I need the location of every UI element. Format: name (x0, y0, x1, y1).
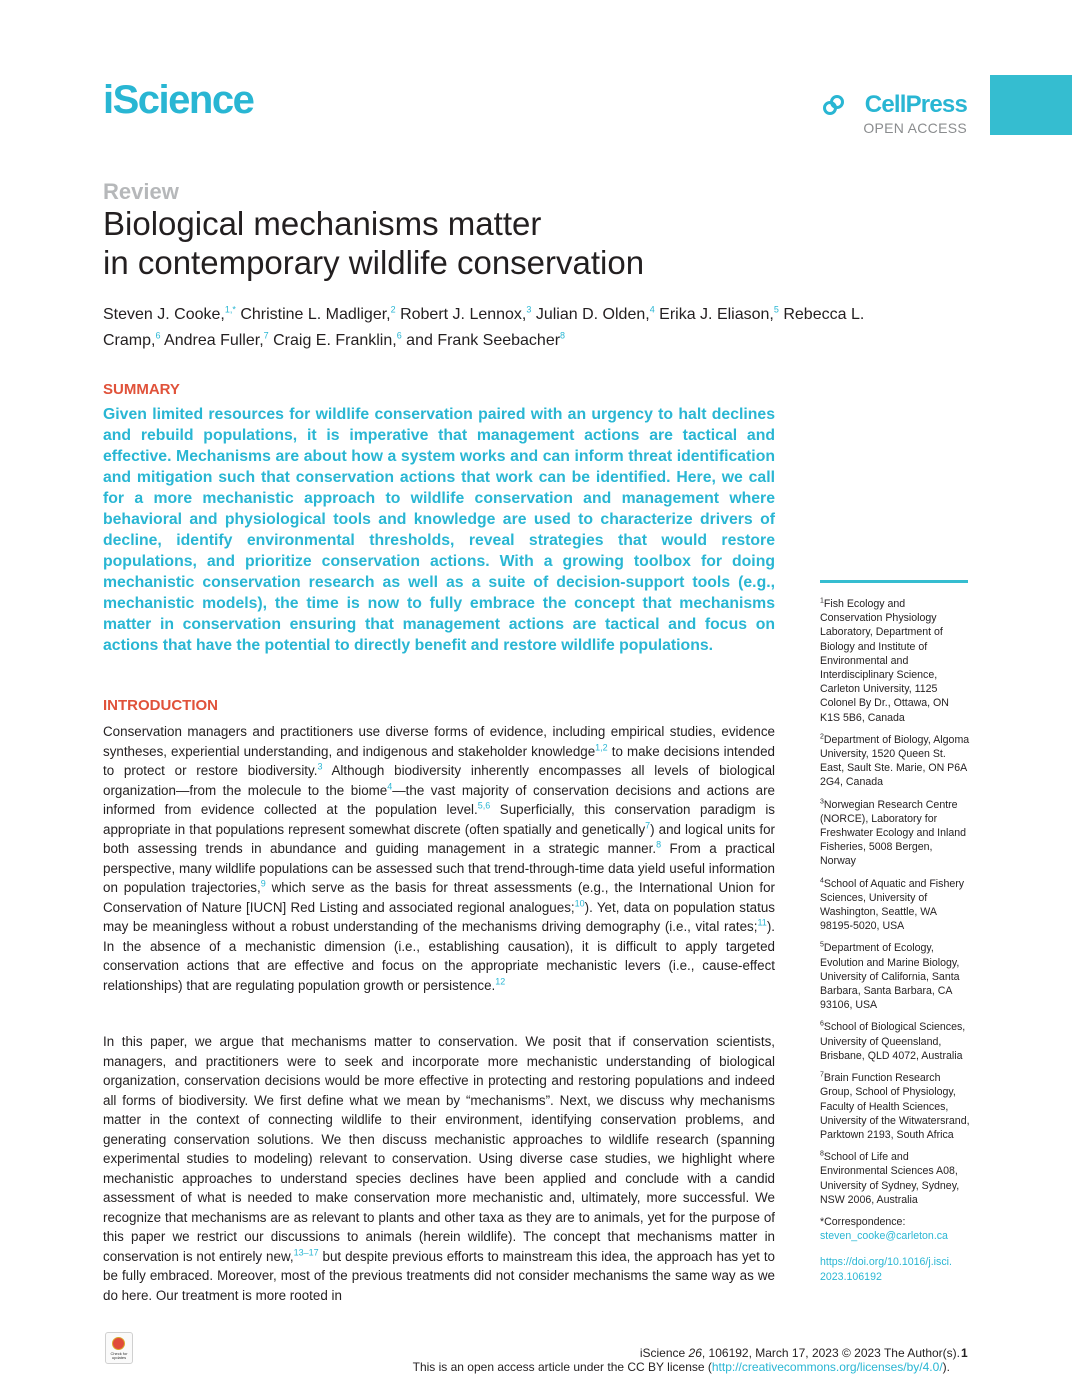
author-affiliation-ref[interactable]: 1,* (224, 304, 236, 315)
affiliation-text: School of Aquatic and Fishery Sciences, University of Washington, Seattle, WA 98195-5020, USA (820, 877, 965, 933)
citation-ref[interactable]: 4 (387, 781, 393, 792)
affiliation (820, 1020, 970, 1063)
paragraph-text: In this paper, we argue that mechanisms matter to conservation. We posit that if conservation scientists, managers, and practitioners were to seek and incorporate more mechanistic understanding of biological organization, conservation decisions would be more effective in protecting and restoring populations and indeed all forms of biodiversity. We first define what we mean by “mechanisms”. Next, we discuss why mechanisms matter in the context of connecting wildlife to their environment, identifying conservation problems, and generating conservation solutions. We then discuss mechanistic approaches to wildlife research (spanning experimental studies to modeling) relevant to conservation. Using diverse case studies, we highlight where mechanistic approaches to understand species declines have been applied and conclude with a candid assessment of what is needed to make conservation more mechanistic and, ultimately, more successful. We recognize that mechanisms are as relevant to plants and other taxa as they are to animals, yet for the purpose of this paper we restrict our discussions to animals (herein wildlife). The concept that mechanisms matter in conservation is not entirely new, (103, 1034, 775, 1264)
paragraph-text: Superficially, this conservation paradigm is appropriate in that populations represent somewhat discrete (often spatially and genetically (103, 802, 775, 837)
author-name: Andrea Fuller, (164, 332, 264, 349)
affiliation (820, 1150, 970, 1207)
article-title (103, 204, 644, 282)
introduction-paragraph-1 (103, 722, 775, 995)
summary-text: Given limited resources for wildlife conservation paired with an urgency to halt declines and rebuild populations, it is imperative that management actions are tactical and effective. Mechanisms are about how a system works and can inform threat identification and mitigation such that conservation actions that work can be identified. Here, we call for a more mechanistic approach to wildlife conservation and management where behavioral and physiological tools and knowledge are used to characterize drivers of decline, identify environmental thresholds, reveal strategies that would restore populations, and prioritize conservation actions. With a growing toolbox for doing mechanistic conservation research as well as a suite of decision-support tools (e.g., mechanistic models), the time is now to fully embrace the concept that mechanisms matter in conservation ensuring that management actions are tactical and focus on actions that have the potential to directly benefit and restore wildlife populations. (103, 406, 775, 654)
affiliation-number: 5 (820, 941, 824, 949)
affiliation-list (820, 597, 970, 1207)
affiliation-text: Brain Function Research Group, School of Physiology, Faculty of Health Sciences, University of the Witwatersrand, Parktown 2193, South Africa (820, 1072, 970, 1141)
footer-citation (640, 1346, 960, 1360)
author-affiliation-ref[interactable]: 7 (263, 330, 269, 341)
paragraph-text: From a practical perspective, many wildlife populations can be assessed such that trend-through-time data yield useful information on population trajectories, (103, 841, 775, 895)
author (659, 306, 779, 323)
check-for-updates-icon (112, 1337, 125, 1350)
citation-ref[interactable]: 13–17 (293, 1247, 319, 1258)
author-name: Craig E. Franklin, (273, 332, 397, 349)
affiliation-number: 2 (820, 733, 824, 741)
author-name: Christine L. Madliger, (240, 306, 391, 323)
affiliation-text: School of Life and Environmental Sciences A08, University of Sydney, Sydney, NSW 2006, Australia (820, 1151, 960, 1206)
author (406, 332, 565, 349)
paragraph-text: to make decisions intended to protect or restore biodiversity. (103, 743, 776, 778)
affiliation-text: School of Biological Sciences, University of Queensland, Brisbane, QLD 4072, Australia (820, 1021, 966, 1062)
citation-ref[interactable]: 11 (757, 917, 767, 928)
author-name: Robert J. Lennox, (400, 306, 527, 323)
license-link[interactable]: http://creativecommons.org/licenses/by/4.0/ (711, 1360, 943, 1374)
introduction-paragraph-2 (103, 1032, 775, 1305)
sidebar-rule (820, 580, 968, 583)
author-name: Steven J. Cooke, (103, 306, 225, 323)
page-number: 1 (961, 1346, 968, 1360)
affiliation-number: 8 (820, 1150, 824, 1158)
affiliation (820, 877, 970, 934)
affiliation-text: Norwegian Research Centre (NORCE), Laboratory for Freshwater Ecology and Inland Fisheries, 5008 Bergen, Norway (820, 798, 967, 868)
affiliation-number: 7 (820, 1071, 824, 1079)
doi-line-1: https://doi.org/10.1016/j.isci. (820, 1256, 952, 1269)
affiliation (820, 798, 970, 869)
author-affiliation-ref[interactable]: 5 (773, 304, 779, 315)
citation-ref[interactable]: 5,6 (477, 800, 491, 811)
paragraph-text: ) and logical units for both assessing trends in abundance and guiding management in a strategic manner. (103, 821, 775, 856)
author (240, 306, 395, 323)
journal-name: iScience (103, 78, 254, 122)
citation-ref[interactable]: 9 (260, 878, 266, 889)
cellpress-logo-icon (823, 94, 845, 116)
license-prefix: This is an open access article under the CC BY license ( (412, 1360, 712, 1374)
affiliation (820, 1071, 970, 1142)
badge-label: Check for updates (110, 1351, 128, 1360)
affiliation-number: 3 (820, 798, 824, 806)
header-color-tab (990, 75, 1072, 135)
author (400, 306, 531, 323)
open-access-label: OPEN ACCESS (863, 120, 967, 136)
footer-citation-rest: , 106192, March 17, 2023 © 2023 The Author(s). (701, 1346, 960, 1360)
affiliation-number: 4 (820, 877, 824, 885)
citation-ref[interactable]: 10 (574, 898, 585, 909)
author-list (103, 302, 873, 354)
author-affiliation-ref[interactable]: 6 (155, 330, 161, 341)
citation-ref[interactable]: 7 (645, 820, 651, 831)
publisher-logo[interactable] (820, 91, 970, 139)
doi-line-2: 2023.106192 (820, 1270, 882, 1283)
paragraph-text: which serve as the basis for threat assessments (e.g., the International Union for Conservation of Nature [IUCN] Red Listing and associated regional analogues; (103, 880, 775, 915)
paragraph-text: ). Yet, data on population status may be meaningless without a robust understanding of the mechanisms driving demography (i.e., vital rates; (103, 899, 775, 934)
author-affiliation-ref[interactable]: 8 (560, 330, 566, 341)
paragraph-text: Conservation managers and practitioners use diverse forms of evidence, including empirical studies, evidence syntheses, experiential understanding, and indigenous and stakeholder knowledge (103, 724, 775, 759)
affiliation-text: Fish Ecology and Conservation Physiology Laboratory, Department of Biology and Institute of Environmental and Interdisciplinary Science, Carleton University, 1125 Colonel By Dr., Ottawa, ON K1S 5B6, Canada (820, 598, 949, 724)
author-name: Julian D. Olden, (535, 306, 650, 323)
citation-ref[interactable]: 1,2 (595, 742, 608, 753)
author-affiliation-ref[interactable]: 4 (649, 304, 655, 315)
paragraph-text: —the vast majority of conservation decisions and actions are informed from evidence collected at the population level. (103, 782, 775, 817)
author (103, 306, 236, 323)
citation-ref[interactable]: 8 (656, 839, 662, 850)
author (273, 332, 402, 349)
affiliation-number: 6 (820, 1020, 824, 1028)
footer-volume: 26 (688, 1346, 702, 1360)
affiliation (820, 597, 970, 725)
doi-link[interactable] (820, 1255, 970, 1283)
introduction-heading: INTRODUCTION (103, 697, 218, 714)
footer-license (413, 1360, 950, 1374)
correspondence-email-link[interactable]: steven_cooke@carleton.ca (820, 1230, 948, 1243)
license-suffix: ). (942, 1360, 950, 1374)
correspondence-label: *Correspondence: (820, 1215, 906, 1228)
author-affiliation-ref[interactable]: 6 (396, 330, 402, 341)
author-name: Rebecca L. Cramp, (103, 306, 865, 349)
paragraph-text: Although biodiversity inherently encompasses all levels of biological organization—from the molecule to the biome (103, 763, 775, 798)
author (164, 332, 269, 349)
correspondence-block (820, 1215, 970, 1284)
author-name: and Frank Seebacher (406, 332, 561, 349)
paragraph-text: ). In the absence of a mechanistic dimension (i.e., establishing causation), it is difficult to apply targeted conservation actions that are effective and focus on the appropriate mechanistic levers (i.e., cause-effect relationships) that are regulating population growth or persistence. (103, 919, 775, 993)
check-for-updates-badge[interactable] (105, 1332, 133, 1364)
footer-journal: iScience (639, 1346, 686, 1360)
author (536, 306, 655, 323)
article-type: Review (103, 179, 179, 204)
summary-heading: SUMMARY (103, 381, 180, 398)
paragraph-text: but despite previous efforts to mainstream this idea, the approach has yet to be fully embraced. Moreover, most of the previous treatments did not consider mechanisms the same way as we do here. Our treatment is more rooted in (103, 1248, 775, 1303)
author-affiliation-ref[interactable]: 2 (390, 304, 396, 315)
citation-ref[interactable]: 3 (317, 761, 323, 772)
affiliation-number: 1 (820, 597, 824, 605)
affiliation-text: Department of Biology, Algoma University, 1520 Queen St. East, Sault Ste. Marie, ON P6A 2G4, Canada (820, 733, 970, 789)
author-name: Erika J. Eliason, (659, 306, 774, 323)
publisher-name: CellPress (864, 91, 967, 118)
affiliation (820, 941, 970, 1012)
affiliations-sidebar (820, 580, 970, 1292)
title-line-2: in contemporary wildlife conservation (103, 244, 645, 281)
affiliation-text: Department of Ecology, Evolution and Marine Biology, University of California, Santa Barbara, Santa Barbara, CA 93106, USA (820, 942, 960, 1012)
title-line-1: Biological mechanisms matter (103, 205, 542, 242)
author-affiliation-ref[interactable]: 3 (526, 304, 532, 315)
affiliation (820, 733, 970, 790)
citation-ref[interactable]: 12 (495, 976, 506, 987)
